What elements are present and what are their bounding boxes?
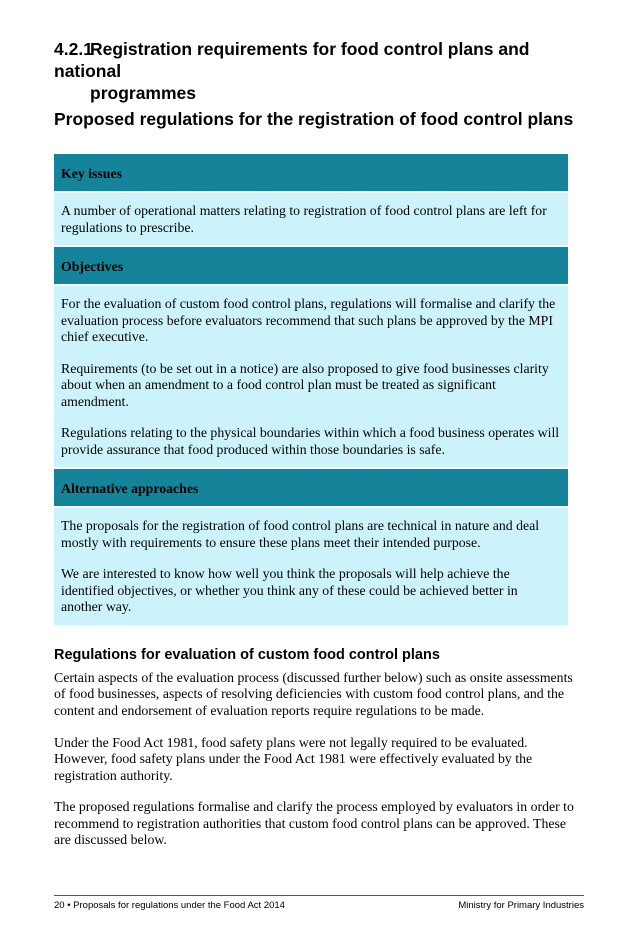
body-paragraph: Certain aspects of the evaluation process (discussed further below) such as onsite assessments of food businesses, aspects of resolving deficiencies with custom food control plans, and the content and endorsement of evaluation reports require regulations to be made. [54, 670, 573, 718]
issues-table [54, 154, 568, 627]
footer-page-info: 20 • Proposals for regulations under the Food Act 2014 [54, 900, 285, 911]
key-issues-paragraph: A number of operational matters relating to registration of food control plans are left for regulations to prescribe. [61, 203, 547, 235]
section-number: 4.2.1 [54, 39, 93, 59]
objectives-body [54, 285, 568, 468]
key-issues-body [54, 192, 568, 246]
alternatives-paragraph: The proposals for the registration of food control plans are technical in nature and deal mostly with requirements to ensure these plans meet their intended purpose. [61, 518, 540, 550]
body-paragraph: The proposed regulations formalise and clarify the process employed by evaluators in order to recommend to registration authorities that custom food control plans can be approved. These are discussed below. [54, 799, 574, 848]
body-paragraph: Under the Food Act 1981, food safety plans were not legally required to be evaluated. However, food safety plans under the Food Act 1981 were effectively evaluated by the registration authority. [54, 734, 533, 783]
alternatives-heading: Alternative approaches [54, 468, 568, 507]
alternatives-body [54, 507, 568, 626]
key-issues-heading: Key issues [54, 154, 568, 192]
evaluation-heading: Regulations for evaluation of custom food control plans [54, 647, 440, 663]
section-heading [54, 38, 574, 104]
objectives-paragraph: Regulations relating to the physical boundaries within which a food business operates will provide assurance that food produced within those boundaries is safe. [61, 425, 560, 457]
section-title-line1: Registration requirements for food control plans and national [54, 39, 530, 81]
evaluation-body [54, 670, 584, 864]
page-subheading: Proposed regulations for the registration of food control plans [54, 109, 574, 129]
footer-organisation: Ministry for Primary Industries [458, 900, 584, 911]
objectives-paragraph: Requirements (to be set out in a notice) are also proposed to give food businesses clarity about when an amendment to a food control plan must be treated as significant amendment. [61, 360, 549, 409]
alternatives-paragraph: We are interested to know how well you think the proposals will help achieve the identified objectives, or whether you think any of these could be achieved better in another way. [61, 566, 518, 614]
objectives-paragraph: For the evaluation of custom food control plans, regulations will formalise and clarify the evaluation process before evaluators recommend that such plans be approved by the MPI chief executive. [61, 296, 556, 344]
page-footer [54, 895, 584, 911]
objectives-heading: Objectives [54, 246, 568, 285]
section-title-line2: programmes [90, 83, 197, 103]
